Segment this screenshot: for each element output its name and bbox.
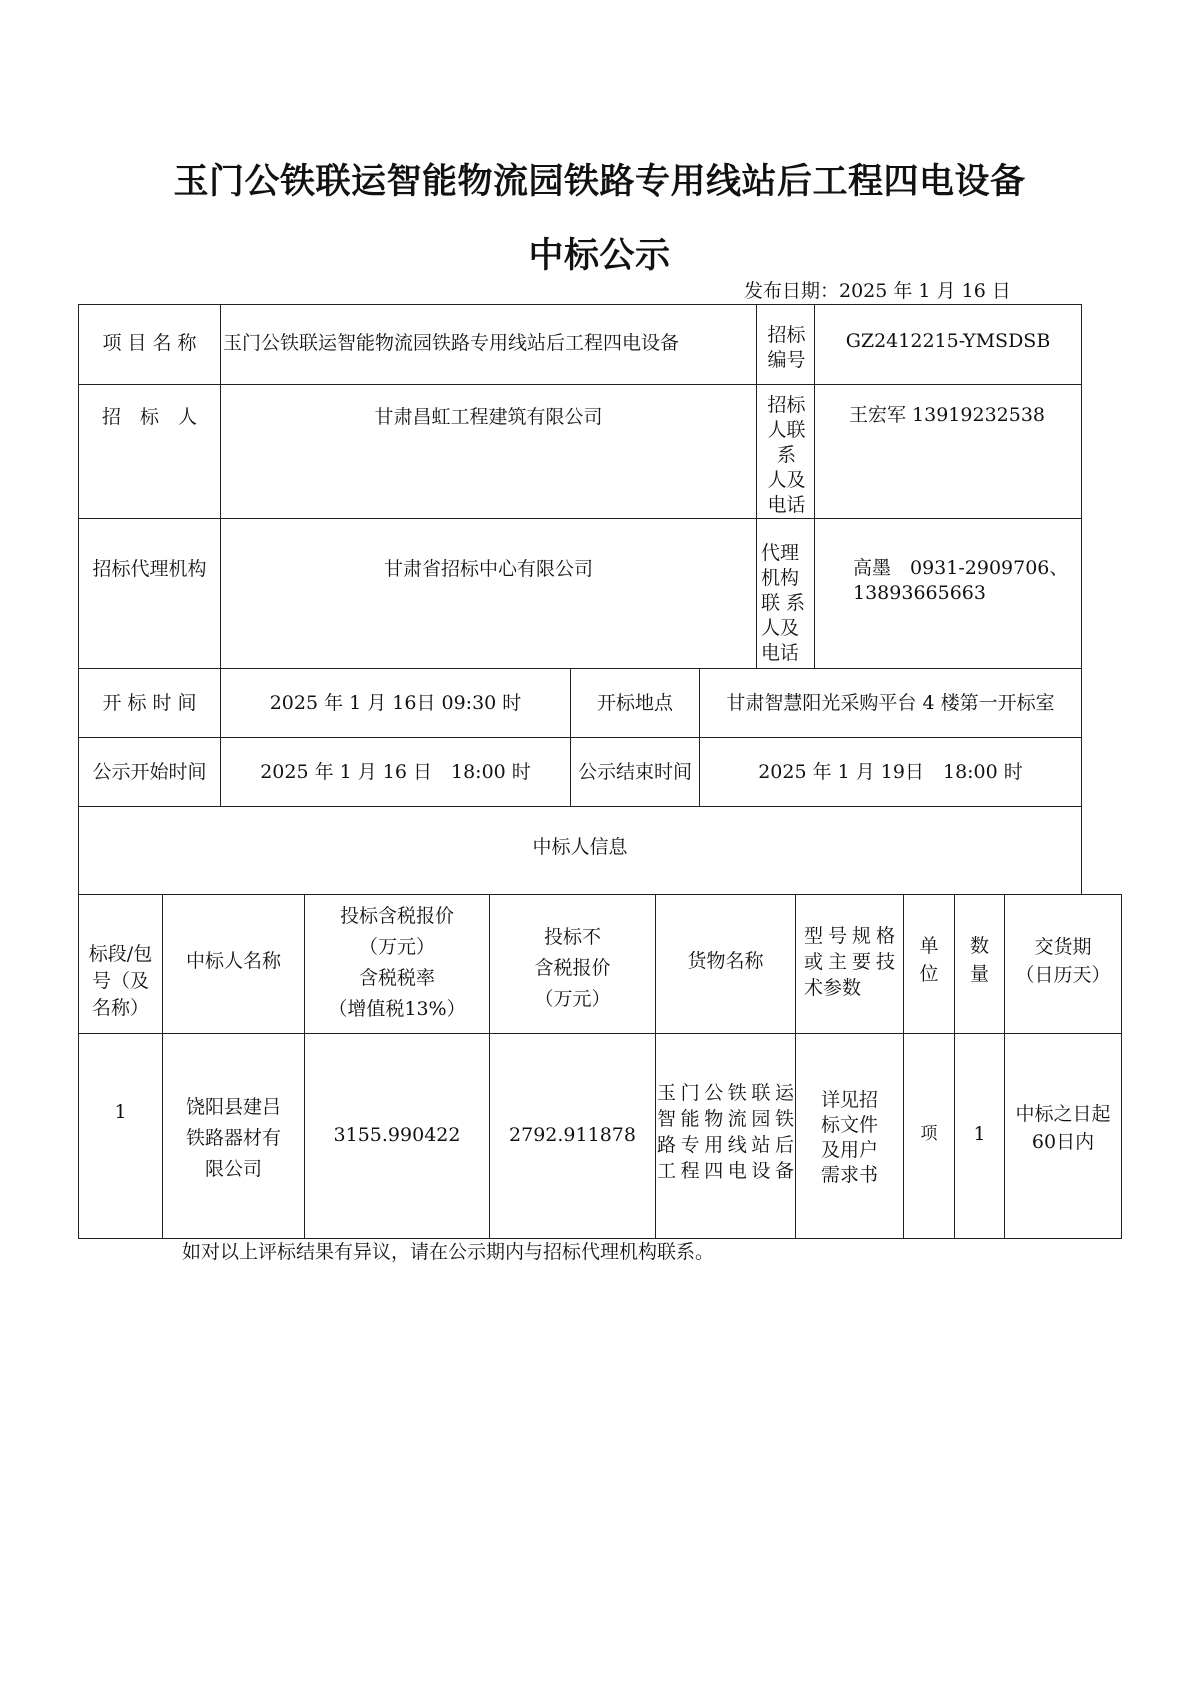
winner-section-title: 中标人信息 [79, 807, 1082, 895]
opening-time-value: 2025 年 1 月 16日 09:30 时 [221, 669, 571, 738]
project-row [79, 305, 1082, 385]
row-unit: 项 [904, 1034, 955, 1239]
row-price-without-tax: 2792.911878 [490, 1034, 656, 1239]
publicity-start-label: 公示开始时间 [79, 738, 221, 807]
publicity-end-label: 公示结束时间 [571, 738, 700, 807]
agency-name: 甘肃省招标中心有限公司 [221, 519, 757, 669]
page-subtitle: 中标公示 [528, 236, 671, 276]
agency-label: 招标代理机构 [79, 519, 221, 669]
publicity-start-value: 2025 年 1 月 16 日 18:00 时 [221, 738, 571, 807]
winner-table [78, 894, 1122, 1239]
project-code-value: GZ2412215-YMSDSB [815, 305, 1082, 385]
row-delivery: 中标之日起 60日内 [1005, 1034, 1122, 1239]
table-row [79, 1034, 1122, 1239]
tenderer-row [79, 385, 1082, 519]
opening-row [79, 669, 1082, 738]
header-price-without-tax: 投标不 含税报价 （万元） [490, 895, 656, 1034]
row-winner-name: 饶阳县建吕 铁路器材有 限公司 [163, 1034, 305, 1239]
project-name-value: 玉门公铁联运智能物流园铁路专用线站后工程四电设备 [221, 305, 757, 385]
publicity-row [79, 738, 1082, 807]
header-goods-name: 货物名称 [656, 895, 796, 1034]
agency-contact-label: 代理 机构 联 系 人及 电话 [757, 519, 815, 669]
opening-place-label: 开标地点 [571, 669, 700, 738]
row-price-with-tax: 3155.990422 [305, 1034, 490, 1239]
header-delivery: 交货期 （日历天） [1005, 895, 1122, 1034]
project-name-label: 项 目 名 称 [79, 305, 221, 385]
header-spec: 型号规格 或主要技 术参数 [796, 895, 904, 1034]
tenderer-label: 招 标 人 [79, 385, 221, 519]
tenderer-contact-value: 王宏军 13919232538 [815, 385, 1082, 519]
winner-section-row [79, 807, 1082, 895]
project-code-label: 招标 编号 [757, 305, 815, 385]
page-title: 玉门公铁联运智能物流园铁路专用线站后工程四电设备 [173, 162, 1026, 202]
header-lot: 标段/包 号（及 名称） [79, 895, 163, 1034]
opening-place-value: 甘肃智慧阳光采购平台 4 楼第一开标室 [700, 669, 1082, 738]
objection-notice: 如对以上评标结果有异议，请在公示期内与招标代理机构联系。 [182, 1241, 715, 1263]
opening-time-label: 开 标 时 间 [79, 669, 221, 738]
publish-date: 发布日期：2025 年 1 月 16 日 [744, 280, 1011, 302]
row-goods-name: 玉门公铁联运 智能物流园铁 路专用线站后 工程四电设备 [656, 1034, 796, 1239]
winner-table-header [79, 895, 1122, 1034]
agency-contact-value: 高墨 0931-2909706、 13893665663 [815, 519, 1082, 669]
row-lot: 1 [79, 1034, 163, 1239]
tenderer-contact-label: 招标 人联 系 人及 电话 [757, 385, 815, 519]
publicity-end-value: 2025 年 1 月 19日 18:00 时 [700, 738, 1082, 807]
row-spec: 详见招 标文件 及用户 需求书 [796, 1034, 904, 1239]
row-quantity: 1 [955, 1034, 1005, 1239]
agency-row [79, 519, 1082, 669]
header-quantity: 数 量 [955, 895, 1005, 1034]
header-winner-name: 中标人名称 [163, 895, 305, 1034]
tenderer-name: 甘肃昌虹工程建筑有限公司 [221, 385, 757, 519]
header-price-with-tax: 投标含税报价 （万元） 含税税率 （增值税13%） [305, 895, 490, 1034]
header-unit: 单 位 [904, 895, 955, 1034]
project-info-table [78, 304, 1082, 895]
